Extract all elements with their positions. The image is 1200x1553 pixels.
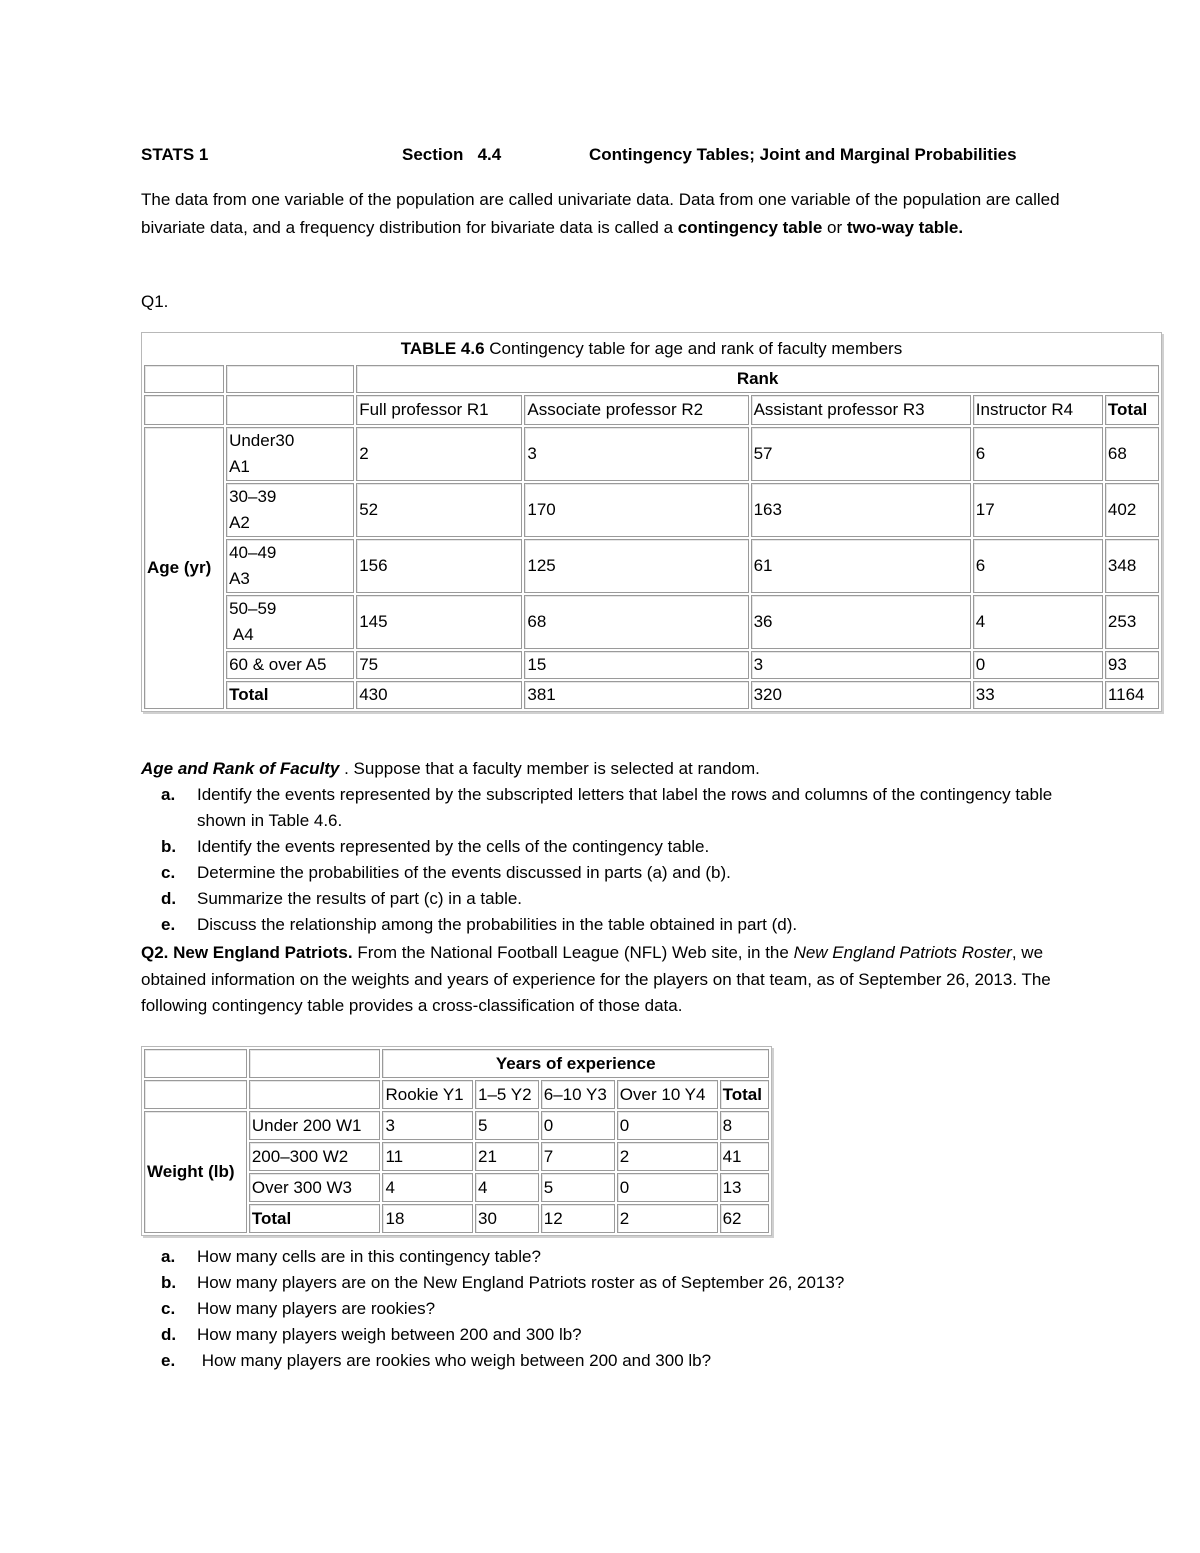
- item-text: Identify the events represented by the cells of the contingency table.: [197, 837, 710, 856]
- list-item: [141, 860, 1061, 886]
- table-cell: 2: [617, 1142, 718, 1171]
- table-cell: 4: [973, 595, 1103, 649]
- table-cell: 8: [720, 1111, 769, 1140]
- total-cell: 62: [720, 1204, 769, 1233]
- row-label: [226, 539, 354, 593]
- row-label-line2: A1: [229, 457, 250, 476]
- q1-prompt-text: . Suppose that a faculty member is selected at random.: [339, 759, 760, 778]
- row-label-line2: A3: [229, 569, 250, 588]
- row-label-line2: A4: [229, 625, 254, 644]
- table-caption: [144, 335, 1159, 363]
- table-cell: 7: [541, 1142, 615, 1171]
- table-cell: 21: [475, 1142, 539, 1171]
- column-header-total: Total: [1105, 395, 1159, 425]
- table-cell: 11: [382, 1142, 473, 1171]
- item-label: e.: [161, 1351, 176, 1370]
- table-cell: 125: [524, 539, 748, 593]
- column-header-total: Total: [720, 1080, 769, 1109]
- item-label: c.: [161, 863, 176, 882]
- table-cell: 6: [973, 539, 1103, 593]
- total-cell: 2: [617, 1204, 718, 1233]
- course-code: STATS 1: [141, 145, 209, 164]
- table-cell: 36: [751, 595, 971, 649]
- q2-roster-name: New England Patriots Roster: [793, 943, 1012, 962]
- table-cell: 17: [973, 483, 1103, 537]
- table-cell: 68: [1105, 427, 1159, 481]
- empty-cell: [144, 365, 224, 393]
- table-cell: 5: [475, 1111, 539, 1140]
- intro-text: The data from one variable of the population are called univariate data. Data from one variable of the population are called bivariate data, and a frequency distribution for bivariate data is called a: [141, 190, 1060, 237]
- row-label: 200–300 W2: [249, 1142, 381, 1171]
- item-label: d.: [161, 1325, 177, 1344]
- intro-or: or: [822, 218, 847, 237]
- total-cell: 1164: [1105, 681, 1159, 709]
- empty-cell: [226, 365, 354, 393]
- term-two-way-table: two-way table.: [846, 218, 964, 237]
- item-label: a.: [161, 785, 176, 804]
- q2-label: Q2. New England Patriots.: [141, 943, 353, 962]
- table-cell: 6: [973, 427, 1103, 481]
- column-header: Full professor R1: [356, 395, 522, 425]
- q1-prompt: [141, 756, 760, 782]
- weight-row-group-label: Weight (lb): [144, 1111, 247, 1233]
- list-item: [141, 1296, 1061, 1322]
- item-text: Determine the probabilities of the events discussed in parts (a) and (b).: [197, 863, 731, 882]
- list-item: [141, 1244, 1061, 1270]
- row-label: [226, 483, 354, 537]
- item-label: b.: [161, 837, 177, 856]
- total-cell: 30: [475, 1204, 539, 1233]
- q2-text-a: From the National Football League (NFL) Web site, in the: [352, 943, 794, 962]
- row-label-line1: 50–59: [229, 599, 277, 618]
- table-cell: 0: [973, 651, 1103, 679]
- item-text: Identify the events represented by the subscripted letters that label the rows and columns of the contingency table shown in Table 4.6.: [197, 785, 1053, 830]
- row-label-line1: 30–39: [229, 487, 277, 506]
- row-label-line1: 40–49: [229, 543, 277, 562]
- item-text: Discuss the relationship among the probabilities in the table obtained in part (d).: [197, 915, 798, 934]
- empty-cell: [144, 1080, 247, 1109]
- q2-paragraph: [141, 940, 1056, 1020]
- list-item: [141, 1270, 1061, 1296]
- table-cell: 57: [751, 427, 971, 481]
- table-cell: 3: [524, 427, 748, 481]
- table-cell: 61: [751, 539, 971, 593]
- item-text: How many cells are in this contingency table?: [197, 1247, 541, 1266]
- q1-prompt-title: Age and Rank of Faculty: [141, 759, 340, 778]
- item-text: How many players weigh between 200 and 300 lb?: [197, 1325, 582, 1344]
- item-label: c.: [161, 1299, 176, 1318]
- table-cell: 4: [475, 1173, 539, 1202]
- table-cell: 348: [1105, 539, 1159, 593]
- row-label-line1: Under30: [229, 431, 295, 450]
- table-cell: 163: [751, 483, 971, 537]
- total-cell: 33: [973, 681, 1103, 709]
- faculty-age-rank-table: [141, 332, 1162, 712]
- total-cell: 320: [751, 681, 971, 709]
- column-header: 6–10 Y3: [541, 1080, 615, 1109]
- q1-question-list: [141, 782, 1061, 938]
- empty-cell: [249, 1049, 381, 1078]
- empty-cell: [249, 1080, 381, 1109]
- table-cell: 4: [382, 1173, 473, 1202]
- table-cell: 13: [720, 1173, 769, 1202]
- table-cell: 156: [356, 539, 522, 593]
- q1-label: Q1.: [141, 292, 169, 311]
- table-cell: 3: [382, 1111, 473, 1140]
- empty-cell: [226, 395, 354, 425]
- empty-cell: [144, 1049, 247, 1078]
- table-cell: 0: [617, 1111, 718, 1140]
- column-header: Assistant professor R3: [751, 395, 971, 425]
- column-header: Instructor R4: [973, 395, 1103, 425]
- years-header: Years of experience: [382, 1049, 769, 1078]
- table-cell: 145: [356, 595, 522, 649]
- column-header: Rookie Y1: [382, 1080, 473, 1109]
- list-item: [141, 782, 1061, 834]
- table-cell: 253: [1105, 595, 1159, 649]
- item-label: d.: [161, 889, 177, 908]
- table-cell: 170: [524, 483, 748, 537]
- row-label: 60 & over A5: [226, 651, 354, 679]
- table-cell: 3: [751, 651, 971, 679]
- patriots-weight-experience-table: [141, 1046, 772, 1236]
- item-text: How many players are on the New England Patriots roster as of September 26, 2013?: [197, 1273, 845, 1292]
- list-item: [141, 1322, 1061, 1348]
- list-item: [141, 886, 1061, 912]
- total-row-label: Total: [226, 681, 354, 709]
- total-cell: 18: [382, 1204, 473, 1233]
- list-item: [141, 1348, 1061, 1374]
- table-cell: 402: [1105, 483, 1159, 537]
- table-cell: 15: [524, 651, 748, 679]
- term-contingency-table: contingency table: [677, 218, 823, 237]
- rank-header: Rank: [356, 365, 1159, 393]
- item-text: Summarize the results of part (c) in a table.: [197, 889, 523, 908]
- table-cell: 0: [617, 1173, 718, 1202]
- table-cell: 0: [541, 1111, 615, 1140]
- row-label: Under 200 W1: [249, 1111, 381, 1140]
- table-cell: 93: [1105, 651, 1159, 679]
- item-text: How many players are rookies who weigh between 200 and 300 lb?: [197, 1351, 712, 1370]
- row-label: [226, 427, 354, 481]
- total-cell: 430: [356, 681, 522, 709]
- age-row-group-label: Age (yr): [144, 427, 224, 709]
- empty-cell: [144, 395, 224, 425]
- total-cell: 12: [541, 1204, 615, 1233]
- section-number: Section 4.4: [402, 145, 502, 164]
- row-label-line2: A2: [229, 513, 250, 532]
- item-label: e.: [161, 915, 176, 934]
- row-label: Over 300 W3: [249, 1173, 381, 1202]
- table-cell: 5: [541, 1173, 615, 1202]
- total-cell: 381: [524, 681, 748, 709]
- page-title: Contingency Tables; Joint and Marginal Probabilities: [589, 145, 1017, 164]
- q2-text-b: , we obtained information on the weights and years of experience for the players on that team, as of September 26, 2013. The following contingency table provides a cross-classification of those data.: [141, 943, 1051, 1015]
- caption-text: Contingency table for age and rank of faculty members: [484, 339, 903, 358]
- table-cell: 41: [720, 1142, 769, 1171]
- item-label: b.: [161, 1273, 177, 1292]
- table-cell: 2: [356, 427, 522, 481]
- intro-paragraph: [141, 186, 1061, 242]
- q2-question-list: [141, 1244, 1061, 1374]
- column-header: 1–5 Y2: [475, 1080, 539, 1109]
- table-cell: 52: [356, 483, 522, 537]
- column-header: Associate professor R2: [524, 395, 748, 425]
- caption-label: TABLE 4.6: [400, 339, 485, 358]
- item-text: How many players are rookies?: [197, 1299, 436, 1318]
- list-item: [141, 912, 1061, 938]
- total-row-label: Total: [249, 1204, 381, 1233]
- item-label: a.: [161, 1247, 176, 1266]
- column-header: Over 10 Y4: [617, 1080, 718, 1109]
- row-label: [226, 595, 354, 649]
- table-cell: 75: [356, 651, 522, 679]
- list-item: [141, 834, 1061, 860]
- table-cell: 68: [524, 595, 748, 649]
